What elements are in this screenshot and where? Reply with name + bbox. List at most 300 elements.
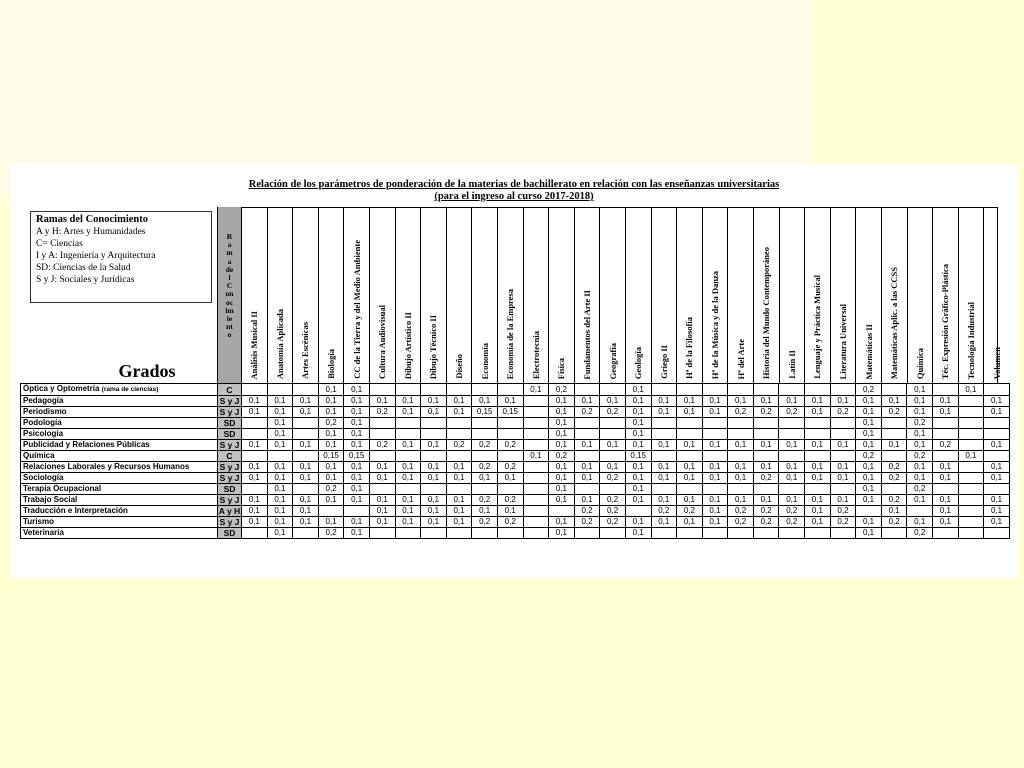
- weight-cell: 0,1: [267, 495, 293, 506]
- weight-cell: [497, 451, 523, 462]
- subject-header: [753, 207, 779, 383]
- subject-header: [343, 207, 369, 383]
- weight-cell: [395, 418, 421, 429]
- weight-cell: 0,1: [651, 396, 677, 407]
- weight-cell: 0,1: [881, 396, 907, 407]
- weight-cell: 0,1: [497, 396, 523, 407]
- subject-header: [830, 207, 856, 383]
- weight-cell: [344, 506, 370, 517]
- weight-cell: 0,1: [318, 384, 344, 396]
- weight-cell: 0,1: [549, 407, 575, 418]
- subject-header-label: Matemáticas II: [863, 323, 874, 379]
- weight-cell: [830, 451, 856, 462]
- weight-cell: [958, 517, 984, 528]
- weight-cell: [446, 451, 472, 462]
- weight-cell: 0,1: [421, 440, 447, 451]
- weight-cell: [523, 429, 549, 440]
- weight-cell: [549, 506, 575, 517]
- weight-cell: [779, 418, 805, 429]
- weight-cell: 0,15: [318, 451, 344, 462]
- degree-name-text: Sociología: [23, 473, 64, 482]
- weight-cell: 0,1: [830, 495, 856, 506]
- weight-cell: [523, 407, 549, 418]
- subject-header-label: Téc. Expresión Gráfico-Plástica: [940, 263, 951, 379]
- weight-cell: 0,1: [549, 396, 575, 407]
- degree-name-text: Turismo: [23, 517, 54, 526]
- weight-cell: 0,1: [984, 506, 1010, 517]
- weight-cell: 0,1: [344, 396, 370, 407]
- weight-cell: 0,1: [344, 495, 370, 506]
- weight-cell: 0,1: [805, 407, 831, 418]
- weight-cell: 0,1: [753, 495, 779, 506]
- weight-cell: 0,1: [984, 495, 1010, 506]
- subject-header: [958, 207, 984, 383]
- weight-cell: [446, 384, 472, 396]
- weight-cell: [523, 418, 549, 429]
- weight-cell: 0,2: [549, 384, 575, 396]
- weight-cell: 0,1: [677, 396, 703, 407]
- table-title: Relación de los parámetros de ponderación de la materias de bachillerato en relación con las enseñanzas universitarias: [248, 179, 780, 190]
- degree-rama: C: [218, 451, 242, 462]
- weight-cell: 0,1: [856, 418, 882, 429]
- weight-cell: [574, 528, 600, 539]
- weight-cell: 0,1: [446, 462, 472, 473]
- weight-cell: 0,1: [395, 506, 421, 517]
- weight-cell: 0,1: [267, 473, 293, 484]
- weight-cell: 0,2: [369, 407, 395, 418]
- weight-cell: [984, 384, 1010, 396]
- subject-header: [727, 207, 753, 383]
- weight-cell: 0,1: [600, 440, 626, 451]
- degree-name: [21, 451, 218, 462]
- weight-cell: 0,2: [881, 517, 907, 528]
- weight-cell: [753, 528, 779, 539]
- weight-cell: [472, 418, 498, 429]
- weight-cell: 0,1: [625, 384, 651, 396]
- weight-cell: [958, 495, 984, 506]
- weight-cell: 0,1: [625, 429, 651, 440]
- weight-cell: 0,1: [702, 517, 728, 528]
- weight-cell: [421, 384, 447, 396]
- subject-header: [497, 207, 523, 383]
- weight-cell: 0,1: [907, 495, 933, 506]
- weight-cell: 0,2: [472, 440, 498, 451]
- subject-header: [420, 207, 446, 383]
- weight-cell: 0,1: [497, 473, 523, 484]
- subject-header-label: Historia del Mundo Contemporáneo: [761, 247, 772, 379]
- weight-cell: 0,1: [933, 473, 959, 484]
- weight-cell: [651, 418, 677, 429]
- table-row: [21, 506, 1010, 517]
- weight-cell: 0,1: [805, 495, 831, 506]
- weight-cell: [600, 418, 626, 429]
- weight-cell: 0,2: [574, 517, 600, 528]
- weight-cell: 0,1: [574, 473, 600, 484]
- weight-cell: 0,1: [318, 396, 344, 407]
- weight-cell: [651, 451, 677, 462]
- weight-cell: 0,2: [472, 517, 498, 528]
- rama-header: [217, 207, 241, 383]
- weight-cell: [805, 418, 831, 429]
- subject-header: [907, 207, 933, 383]
- weight-cell: 0,1: [267, 418, 293, 429]
- weight-cell: [523, 440, 549, 451]
- subject-header-label: Biología: [326, 349, 337, 379]
- weight-cell: 0,1: [549, 528, 575, 539]
- weight-cell: 0,2: [446, 440, 472, 451]
- subject-header-label: Anatomía Aplicada: [274, 308, 285, 379]
- weight-cell: 0,1: [549, 495, 575, 506]
- weight-cell: [472, 528, 498, 539]
- weight-cell: 0,1: [856, 517, 882, 528]
- weight-cell: 0,1: [625, 440, 651, 451]
- weight-cell: [702, 429, 728, 440]
- weight-cell: 0,1: [293, 407, 319, 418]
- degree-rama: C: [218, 384, 242, 396]
- weight-cell: [293, 528, 319, 539]
- weight-cell: 0,1: [344, 429, 370, 440]
- weight-cell: [677, 418, 703, 429]
- weight-cell: [933, 451, 959, 462]
- weight-cell: 0,1: [728, 396, 754, 407]
- weight-cell: [984, 484, 1010, 495]
- weight-cell: 0,2: [907, 484, 933, 495]
- weight-cell: 0,1: [933, 517, 959, 528]
- degree-name-text: Publicidad y Relaciones Públicas: [23, 440, 150, 449]
- weight-cell: 0,1: [805, 517, 831, 528]
- weight-cell: 0,1: [702, 440, 728, 451]
- weight-cell: 0,1: [702, 495, 728, 506]
- subject-header-label: Cultura Audiovisual: [377, 305, 388, 379]
- weight-cell: 0,2: [497, 495, 523, 506]
- degree-name-text: Psicología: [23, 429, 64, 438]
- weight-cell: 0,2: [728, 506, 754, 517]
- weight-cell: [242, 451, 268, 462]
- weight-cell: [830, 418, 856, 429]
- weight-cell: [728, 451, 754, 462]
- weight-cell: 0,1: [421, 396, 447, 407]
- weight-cell: 0,1: [625, 407, 651, 418]
- weight-cell: 0,1: [344, 418, 370, 429]
- weight-cell: 0,1: [267, 440, 293, 451]
- weight-cell: 0,1: [267, 429, 293, 440]
- weight-cell: 0,1: [344, 473, 370, 484]
- weight-cell: 0,1: [369, 396, 395, 407]
- weight-cell: [472, 451, 498, 462]
- weight-cell: [805, 528, 831, 539]
- weight-cell: [446, 528, 472, 539]
- weight-cell: 0,1: [856, 396, 882, 407]
- weight-cell: 0,2: [753, 473, 779, 484]
- weight-cell: 0,1: [421, 495, 447, 506]
- weight-cell: [728, 429, 754, 440]
- document-image: [10, 163, 1018, 578]
- degree-rama: S y J: [218, 462, 242, 473]
- weight-cell: 0,1: [242, 517, 268, 528]
- weight-cell: [318, 506, 344, 517]
- weight-cell: 0,1: [549, 418, 575, 429]
- weight-cell: 0,1: [933, 462, 959, 473]
- weight-cell: 0,1: [651, 407, 677, 418]
- weight-cell: 0,2: [881, 462, 907, 473]
- weight-cell: 0,1: [574, 495, 600, 506]
- subject-header-label: Griego II: [658, 345, 669, 379]
- weight-cell: 0,1: [369, 462, 395, 473]
- weight-cell: 0,1: [549, 429, 575, 440]
- weight-cell: 0,1: [805, 396, 831, 407]
- weight-cell: [651, 484, 677, 495]
- weight-cell: 0,2: [369, 440, 395, 451]
- weight-cell: 0,2: [881, 473, 907, 484]
- weight-cell: [958, 407, 984, 418]
- weight-cell: 0,2: [856, 384, 882, 396]
- weight-cell: 0,1: [677, 517, 703, 528]
- weight-cell: [753, 484, 779, 495]
- weight-cell: [805, 451, 831, 462]
- weight-cell: 0,1: [344, 407, 370, 418]
- weight-cell: [369, 429, 395, 440]
- weight-cell: 0,2: [753, 517, 779, 528]
- weight-cell: [702, 484, 728, 495]
- degree-name: [21, 462, 218, 473]
- degree-name: [21, 440, 218, 451]
- weight-cell: 0,1: [446, 396, 472, 407]
- weight-cell: 0,1: [242, 440, 268, 451]
- weight-cell: 0,1: [907, 429, 933, 440]
- weight-cell: [933, 429, 959, 440]
- weight-cell: [523, 528, 549, 539]
- weight-cell: 0,1: [421, 506, 447, 517]
- weight-cell: 0,1: [625, 462, 651, 473]
- degree-name: [21, 396, 218, 407]
- weight-cell: 0,1: [677, 440, 703, 451]
- weight-cell: [830, 429, 856, 440]
- weight-cell: 0,1: [242, 396, 268, 407]
- subject-header-label: Análisis Musical II: [249, 310, 260, 379]
- subject-header: [369, 207, 395, 383]
- subject-header: [241, 207, 267, 383]
- degree-name: [21, 473, 218, 484]
- weight-cell: 0,1: [702, 462, 728, 473]
- weight-cell: 0,1: [625, 396, 651, 407]
- weight-cell: [907, 506, 933, 517]
- subject-header: [702, 207, 728, 383]
- table-row: [21, 451, 1010, 462]
- weight-cell: 0,1: [421, 473, 447, 484]
- subject-header: [318, 207, 344, 383]
- degree-name: [21, 517, 218, 528]
- weight-cell: [958, 473, 984, 484]
- degree-rama: S y J: [218, 517, 242, 528]
- weight-cell: [574, 418, 600, 429]
- weight-cell: [984, 418, 1010, 429]
- weight-cell: 0,1: [421, 462, 447, 473]
- weight-cell: [677, 484, 703, 495]
- weight-cell: 0,1: [574, 396, 600, 407]
- weight-cell: [779, 384, 805, 396]
- weight-cell: [933, 384, 959, 396]
- subject-header: [523, 207, 549, 383]
- weight-cell: [293, 418, 319, 429]
- weight-cell: [600, 528, 626, 539]
- subject-header-label: Economía de la Empresa: [505, 288, 516, 379]
- weight-cell: 0,1: [753, 462, 779, 473]
- subject-header: [855, 207, 881, 383]
- weight-cell: 0,1: [600, 462, 626, 473]
- weight-cell: 0,1: [805, 473, 831, 484]
- weight-cell: [600, 429, 626, 440]
- weight-cell: [523, 495, 549, 506]
- weight-cell: [242, 429, 268, 440]
- weight-cell: 0,1: [651, 462, 677, 473]
- weight-cell: 0,1: [293, 473, 319, 484]
- weight-cell: [574, 384, 600, 396]
- subject-header-label: Fundamentos del Arte II: [582, 289, 593, 379]
- subject-header: [651, 207, 677, 383]
- weight-cell: 0,1: [651, 473, 677, 484]
- weight-cell: 0,1: [242, 506, 268, 517]
- weight-cell: 0,1: [651, 440, 677, 451]
- degree-rama: S y J: [218, 396, 242, 407]
- weight-cell: [651, 384, 677, 396]
- weight-cell: [523, 473, 549, 484]
- subject-header-label: Geografía: [607, 342, 618, 379]
- weight-cell: 0,1: [421, 517, 447, 528]
- weight-cell: [805, 384, 831, 396]
- weight-cell: 0,1: [344, 384, 370, 396]
- weight-cell: [702, 528, 728, 539]
- legend-line: C= Ciencias: [36, 239, 83, 249]
- weight-cell: 0,2: [497, 440, 523, 451]
- weight-cell: 0,1: [318, 440, 344, 451]
- weight-cell: 0,1: [677, 462, 703, 473]
- degree-name-text: Óptica y Optometría: [23, 384, 100, 393]
- subject-header: [599, 207, 625, 383]
- weight-cell: 0,1: [267, 484, 293, 495]
- subject-header: [292, 207, 318, 383]
- subject-header-label: Latín II: [786, 350, 797, 379]
- weight-cell: [395, 484, 421, 495]
- weight-cell: 0,1: [293, 462, 319, 473]
- weight-cell: 0,1: [574, 440, 600, 451]
- weight-cell: 0,1: [369, 517, 395, 528]
- weight-cell: 0,2: [881, 495, 907, 506]
- weight-cell: 0,2: [497, 517, 523, 528]
- subject-header-label: Hª del Arte: [735, 338, 746, 379]
- weight-cell: [702, 384, 728, 396]
- weight-cell: 0,1: [984, 440, 1010, 451]
- degree-rama: S y J: [218, 440, 242, 451]
- weight-cell: 0,15: [625, 451, 651, 462]
- weight-cell: 0,1: [472, 506, 498, 517]
- weight-cell: 0,1: [242, 407, 268, 418]
- weight-cell: 0,2: [600, 506, 626, 517]
- weight-cell: [472, 484, 498, 495]
- weight-cell: 0,1: [549, 462, 575, 473]
- subject-header: [267, 207, 293, 383]
- weight-cell: 0,2: [779, 517, 805, 528]
- subject-header: [548, 207, 574, 383]
- weight-cell: [881, 451, 907, 462]
- weight-cell: 0,2: [907, 418, 933, 429]
- weight-cell: [677, 384, 703, 396]
- weight-cell: [958, 528, 984, 539]
- weight-cell: [958, 396, 984, 407]
- table-row: [21, 429, 1010, 440]
- weight-cell: 0,1: [293, 396, 319, 407]
- weight-cell: [984, 429, 1010, 440]
- table-row: [21, 484, 1010, 495]
- weight-cell: 0,1: [549, 484, 575, 495]
- weight-cell: 0,1: [933, 407, 959, 418]
- weight-cell: [293, 384, 319, 396]
- weight-cell: 0,1: [369, 473, 395, 484]
- weight-cell: 0,1: [625, 495, 651, 506]
- degree-rama: A y H: [218, 506, 241, 516]
- degree-rama: S y J: [218, 495, 242, 506]
- degree-name: [21, 495, 218, 506]
- weight-cell: 0,1: [395, 396, 421, 407]
- subject-header-label: Literatura Universal: [838, 303, 849, 379]
- degree-name-text: Química: [23, 451, 55, 460]
- degree-name: [21, 528, 218, 539]
- weight-cell: 0,1: [958, 384, 984, 396]
- subject-header: [804, 207, 830, 383]
- subject-header: [625, 207, 651, 383]
- weight-cell: 0,1: [984, 407, 1010, 418]
- weight-cell: 0,2: [753, 407, 779, 418]
- weight-cell: 0,1: [779, 440, 805, 451]
- table-row: [21, 517, 1010, 528]
- weight-cell: 0,1: [907, 407, 933, 418]
- weight-cell: 0,1: [702, 407, 728, 418]
- weight-cell: 0,1: [856, 473, 882, 484]
- weight-cell: 0,1: [293, 517, 319, 528]
- weight-cell: 0,1: [779, 495, 805, 506]
- weight-cell: 0,1: [856, 484, 882, 495]
- weight-cell: 0,1: [318, 407, 344, 418]
- weight-cell: [497, 418, 523, 429]
- weight-cell: 0,2: [600, 517, 626, 528]
- weight-cell: 0,1: [907, 473, 933, 484]
- weight-cell: [446, 484, 472, 495]
- weight-cell: [369, 528, 395, 539]
- weight-cell: [497, 528, 523, 539]
- weight-cell: [830, 528, 856, 539]
- weight-cell: 0,1: [651, 495, 677, 506]
- weight-cell: 0,2: [830, 506, 856, 517]
- weight-cell: [523, 396, 549, 407]
- weight-cell: 0,1: [293, 440, 319, 451]
- weight-cell: 0,1: [702, 473, 728, 484]
- weight-cell: 0,1: [677, 473, 703, 484]
- degree-rama: S y J: [218, 473, 242, 484]
- weight-cell: [395, 451, 421, 462]
- weight-cell: 0,1: [856, 495, 882, 506]
- weight-cell: 0,1: [395, 462, 421, 473]
- weight-cell: 0,15: [472, 407, 498, 418]
- table-row: [21, 440, 1010, 451]
- weight-cell: 0,1: [805, 440, 831, 451]
- weight-cell: [958, 440, 984, 451]
- weight-cell: 0,1: [856, 429, 882, 440]
- weight-cell: 0,1: [242, 462, 268, 473]
- weight-cell: 0,1: [907, 396, 933, 407]
- weight-cell: 0,1: [856, 528, 882, 539]
- weight-cell: [497, 429, 523, 440]
- weight-cell: [702, 418, 728, 429]
- weight-cell: 0,2: [651, 506, 677, 517]
